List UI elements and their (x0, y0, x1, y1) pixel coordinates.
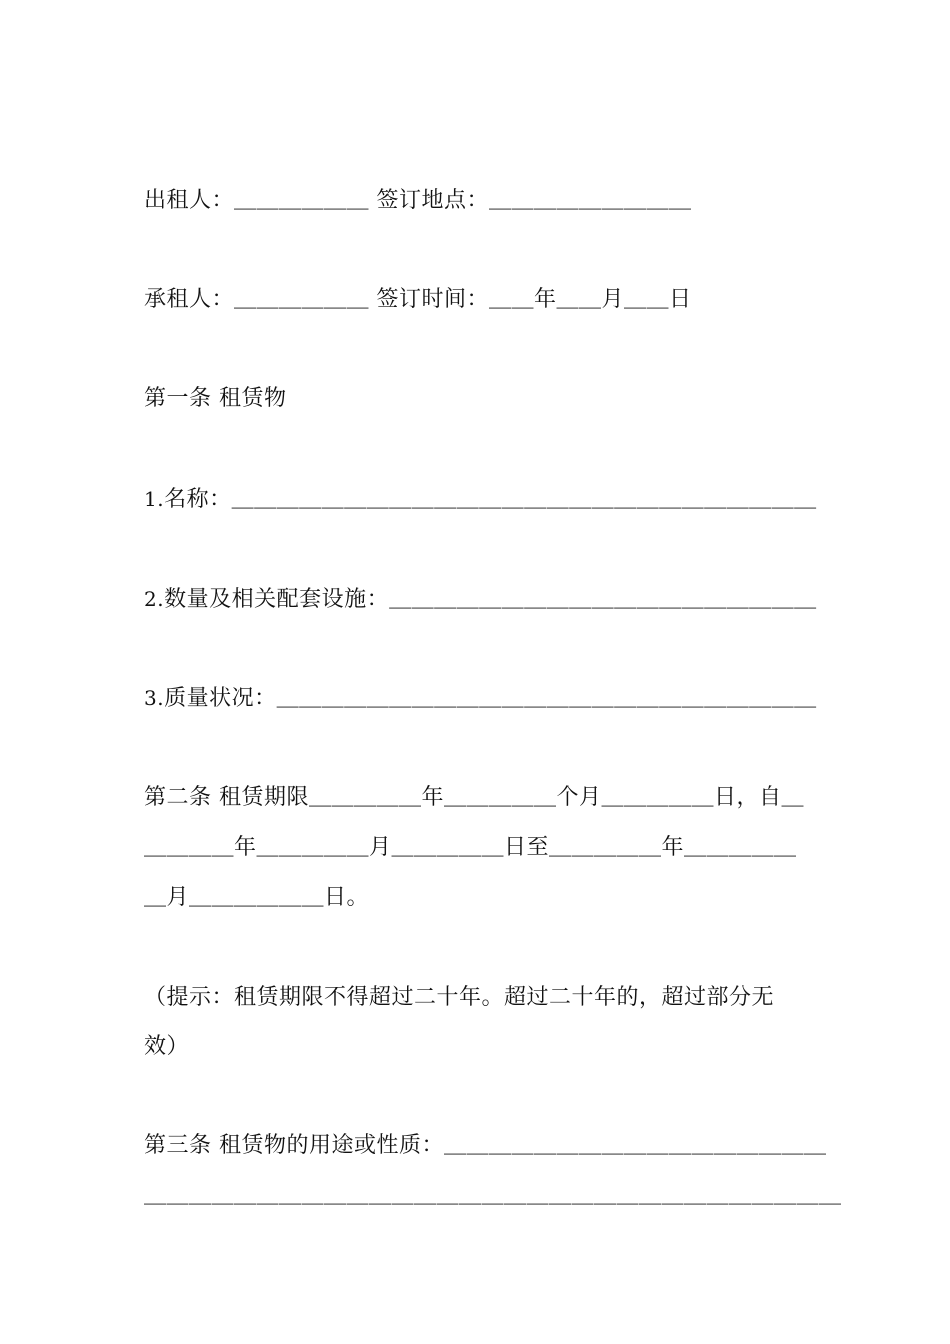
item-3-text: 质量状况：＿＿＿＿＿＿＿＿＿＿＿＿＿＿＿＿＿＿＿＿＿＿＿＿ (164, 686, 817, 711)
item-2-text: 数量及相关配套设施：＿＿＿＿＿＿＿＿＿＿＿＿＿＿＿＿＿＿＿ (164, 587, 817, 612)
hint-line-2: 效） (144, 1034, 190, 1059)
item-2-quantity (144, 584, 817, 615)
item-1-name (144, 484, 817, 515)
item-3-number: 3. (144, 686, 165, 710)
lessee-line: 承租人：＿＿＿＿＿＿ 签订时间：＿＿年＿＿月＿＿日 (144, 287, 692, 312)
lessor-line: 出租人：＿＿＿＿＿＿ 签订地点：＿＿＿＿＿＿＿＿＿ (144, 188, 692, 213)
article-3-line-1: 第三条 租赁物的用途或性质：＿＿＿＿＿＿＿＿＿＿＿＿＿＿＿＿＿ (144, 1133, 827, 1158)
item-3-quality (144, 683, 817, 714)
item-2-number: 2. (144, 587, 165, 611)
article-3-line-2: ＿＿＿＿＿＿＿＿＿＿＿＿＿＿＿＿＿＿＿＿＿＿＿＿＿＿＿＿＿＿＿ (144, 1183, 842, 1208)
item-1-text: 名称：＿＿＿＿＿＿＿＿＿＿＿＿＿＿＿＿＿＿＿＿＿＿＿＿＿＿ (164, 487, 817, 512)
article-2-line-1: 第二条 租赁期限＿＿＿＿＿年＿＿＿＿＿个月＿＿＿＿＿日，自＿ (144, 785, 804, 810)
article-1-title: 第一条 租赁物 (144, 386, 287, 411)
item-1-number: 1. (144, 487, 165, 511)
article-2-line-2: ＿＿＿＿年＿＿＿＿＿月＿＿＿＿＿日至＿＿＿＿＿年＿＿＿＿＿ (144, 835, 797, 860)
article-2-line-3: ＿月＿＿＿＿＿＿日。 (144, 885, 370, 910)
hint-line-1: （提示：租赁期限不得超过二十年。超过二十年的，超过部分无 (144, 985, 775, 1010)
